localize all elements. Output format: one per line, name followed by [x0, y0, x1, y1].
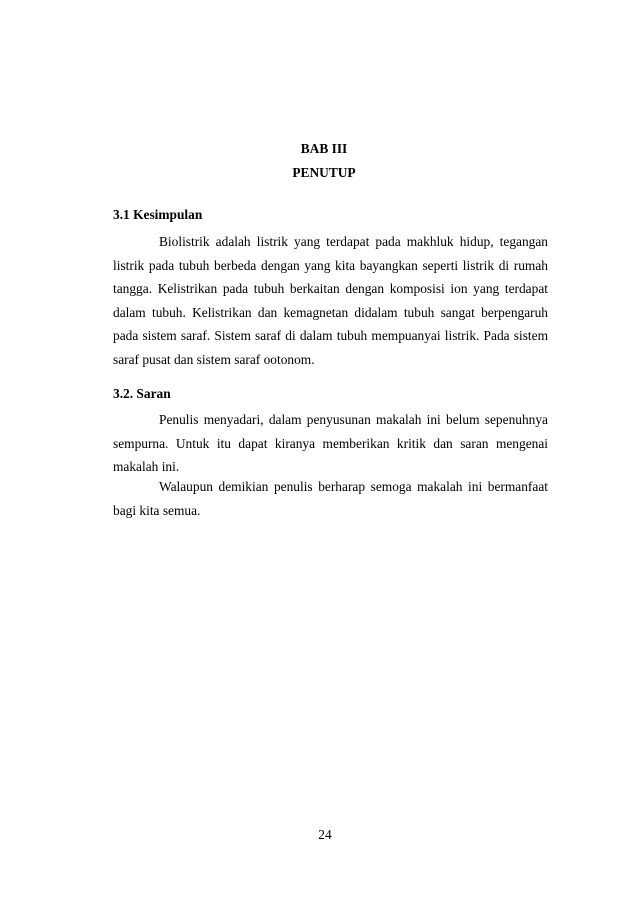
chapter-number: BAB III	[300, 141, 348, 156]
page-number: 24	[318, 827, 332, 842]
saran-paragraph-2: Walaupun demikian penulis berharap semoga makalah ini bermanfaat bagi kita semua.	[113, 479, 548, 518]
kesimpulan-paragraph: Biolistrik adalah listrik yang terdapat pada makhluk hidup, tegangan listrik pada tubuh berbeda dengan yang kita bayangkan seperti listrik di rumah tangga. Kelistrikan pada tubuh berkaitan dengan komposisi ion yang terdapat dalam tubuh. Kelistrikan dan kemagnetan didalam tubuh sangat berpengaruh pada sistem saraf. Sistem saraf di dalam tubuh mempuanyai listrik. Pada sistem saraf pusat dan sistem saraf ootonom.	[113, 234, 548, 367]
section-heading-kesimpulan: 3.1 Kesimpulan	[113, 207, 203, 222]
chapter-title: PENUTUP	[292, 165, 356, 180]
section-heading-saran: 3.2. Saran	[113, 386, 171, 401]
saran-paragraph-1: Penulis menyadari, dalam penyusunan makalah ini belum sepenuhnya sempurna. Untuk itu dapat kiranya memberikan kritik dan saran mengenai makalah ini.	[113, 412, 548, 474]
